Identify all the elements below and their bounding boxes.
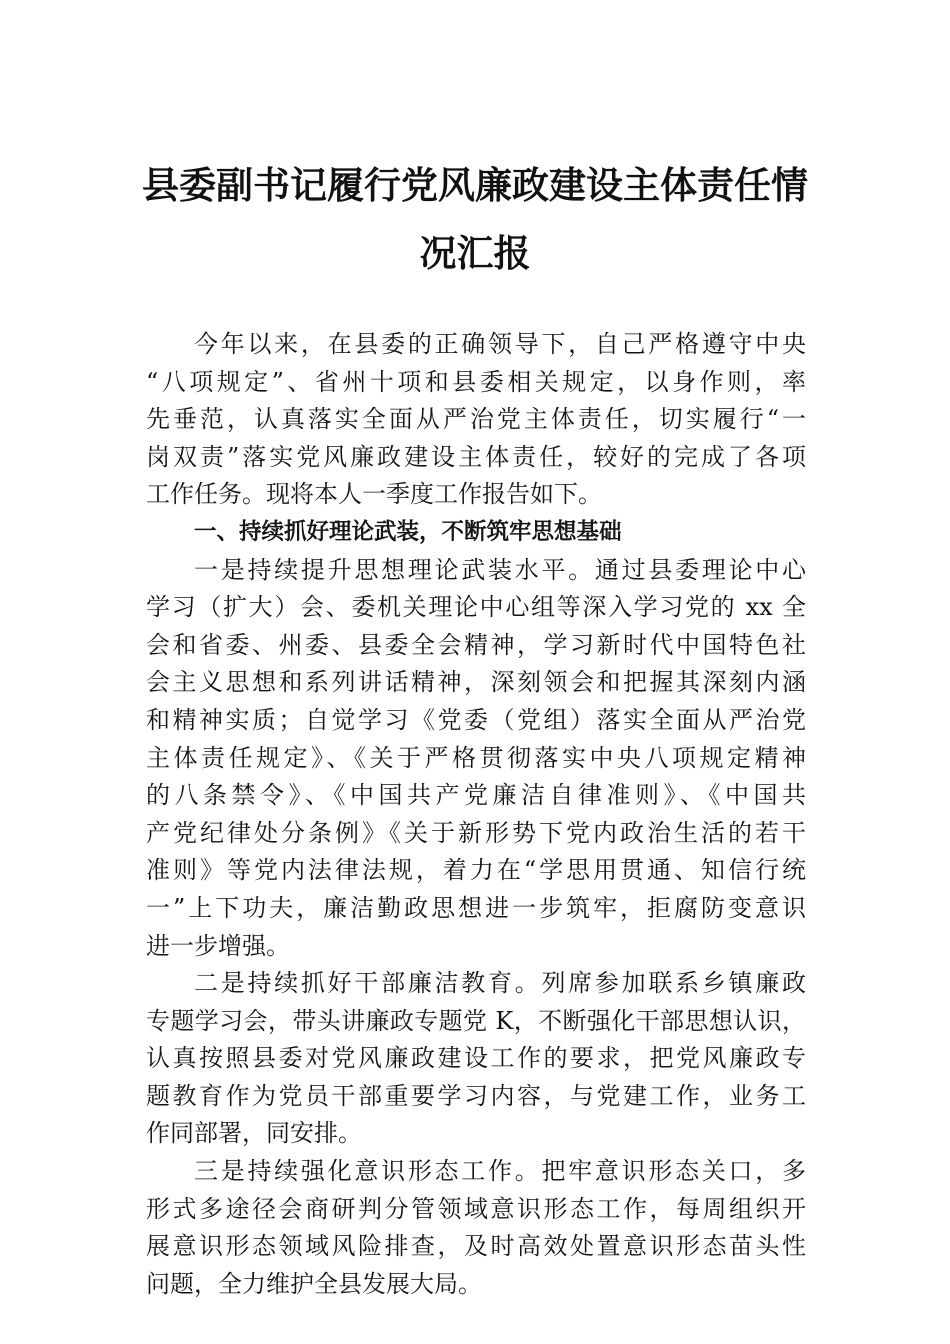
paragraph-line: 问题，全力维护全县发展大局。 bbox=[146, 1269, 482, 1298]
paragraph-line: 专题学习会，带头讲廉政专题党 K，不断强化干部思想认识， bbox=[146, 1006, 806, 1035]
paragraph-line: 主体责任规定》、《关于严格贯彻落实中央八项规定精神 bbox=[146, 743, 806, 772]
paragraph-line: 会主义思想和系列讲话精神，深刻领会和把握其深刻内涵 bbox=[146, 668, 806, 697]
document-body bbox=[146, 326, 806, 1303]
document-title-line-1: 县委副书记履行党风廉政建设主体责任情 bbox=[142, 164, 808, 207]
paragraph-line: 和精神实质；自觉学习《党委（党组）落实全面从严治党 bbox=[146, 705, 806, 734]
paragraph-line: 作同部署，同安排。 bbox=[146, 1119, 362, 1148]
paragraph-line: 一”上下功夫，廉洁勤政思想进一步筑牢，拒腐防变意识 bbox=[146, 893, 806, 922]
paragraph-line: 一是持续提升思想理论武装水平。通过县委理论中心 bbox=[194, 555, 806, 584]
paragraph-line: 展意识形态领域风险排查，及时高效处置意识形态苗头性 bbox=[146, 1232, 806, 1261]
paragraph-line: 进一步增强。 bbox=[146, 931, 290, 960]
paragraph-line: 先垂范，认真落实全面从严治党主体责任，切实履行“一 bbox=[146, 405, 806, 434]
document-title-line-2: 况汇报 bbox=[419, 232, 531, 275]
paragraph-line: 认真按照县委对党风廉政建设工作的要求，把党风廉政专 bbox=[146, 1044, 806, 1073]
paragraph-line: 会和省委、州委、县委全会精神，学习新时代中国特色社 bbox=[146, 630, 806, 659]
paragraph-line: 准则》等党内法律法规，着力在“学思用贯通、知信行统 bbox=[146, 856, 806, 885]
paragraph-line: 形式多途径会商研判分管领域意识形态工作，每周组织开 bbox=[146, 1194, 806, 1223]
paragraph-line: 二是持续抓好干部廉洁教育。列席参加联系乡镇廉政 bbox=[194, 969, 806, 998]
paragraph-line: 今年以来，在县委的正确领导下，自己严格遵守中央 bbox=[194, 330, 806, 358]
paragraph-line: 学习（扩大）会、委机关理论中心组等深入学习党的 xx 全 bbox=[146, 593, 806, 622]
paragraph-line: 三是持续强化意识形态工作。把牢意识形态关口，多 bbox=[194, 1157, 806, 1186]
paragraph-line: “八项规定”、省州十项和县委相关规定，以身作则，率 bbox=[146, 367, 806, 396]
paragraph-line: 工作任务。现将本人一季度工作报告如下。 bbox=[146, 480, 602, 509]
paragraph-line: 产党纪律处分条例》《关于新形势下党内政治生活的若干 bbox=[146, 818, 806, 847]
section-heading: 一、持续抓好理论武装，不断筑牢思想基础 bbox=[194, 518, 622, 545]
paragraph-line: 岗双责”落实党风廉政建设主体责任，较好的完成了各项 bbox=[146, 442, 806, 471]
paragraph-line: 的八条禁令》、《中国共产党廉洁自律准则》、《中国共 bbox=[146, 781, 806, 810]
paragraph-line: 题教育作为党员干部重要学习内容，与党建工作，业务工 bbox=[146, 1081, 806, 1110]
